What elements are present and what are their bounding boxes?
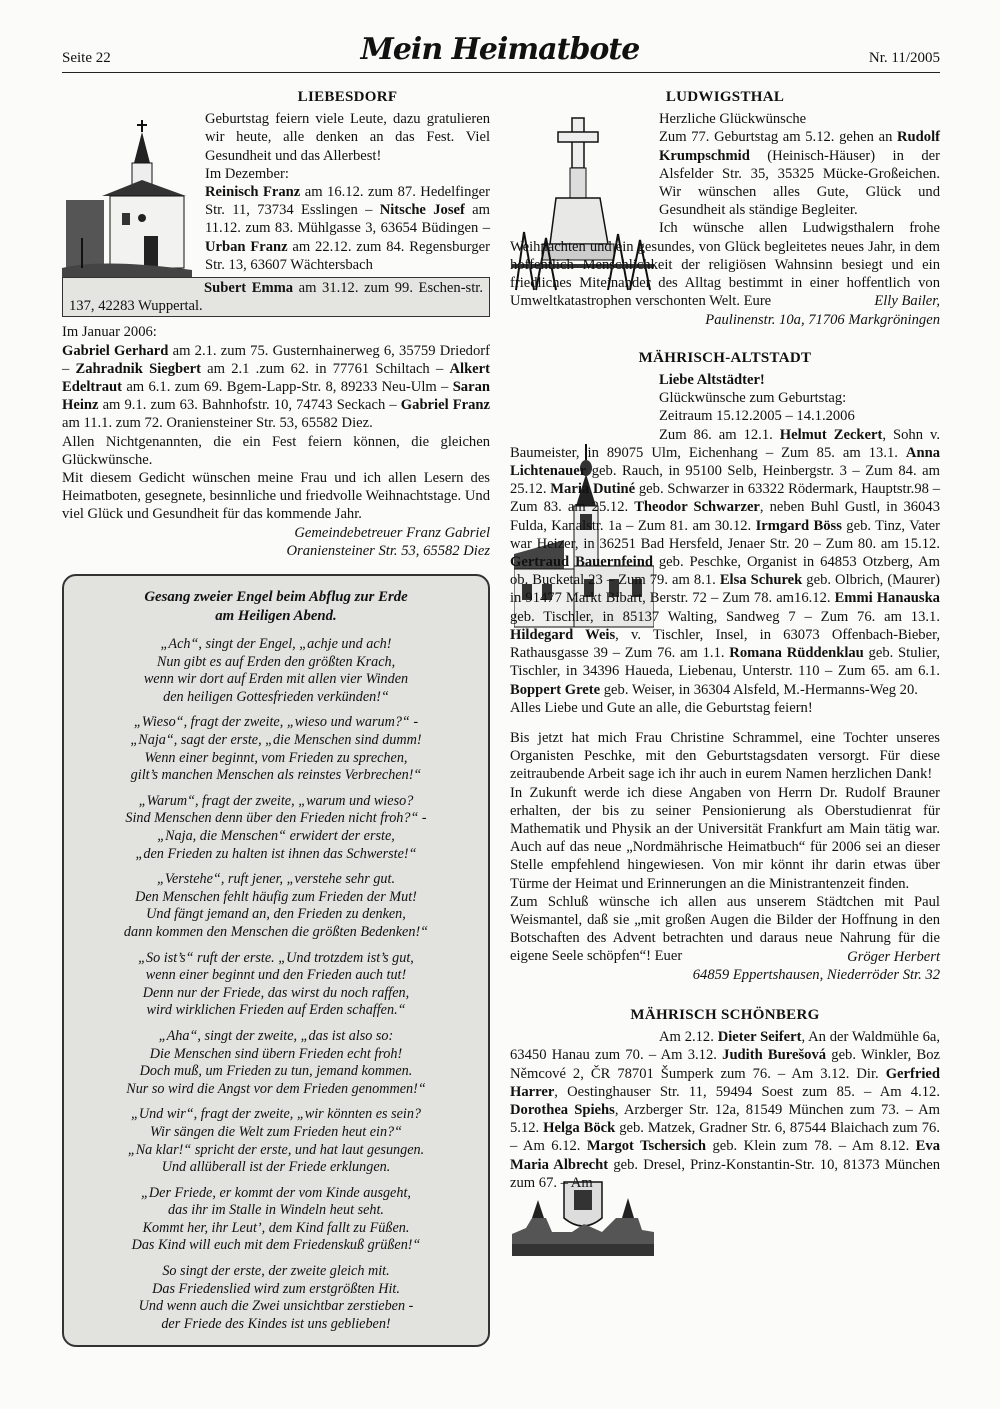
- birthday-name: Dieter Seifert: [717, 1029, 802, 1046]
- birthday-name: Gerfried Harrer: [510, 1065, 940, 1100]
- altstadt-paragraph-a: Bis jetzt hat mich Frau Christine Schrammel, eine Tochter unseres Organisten Peschke, mit den Geburtstagsdaten versorgt. Für diese zeitraubende Arbeit sage ich ihr auch in eurem Namen herzlichen Dank!: [510, 729, 940, 783]
- liebesdorf-closing-1: Allen Nichtgenannten, die ein Fest feiern können, die gleichen Glückwünsche.: [62, 433, 490, 468]
- birthday-name: Eva Maria Albrecht: [510, 1138, 940, 1173]
- section-title-ludwigsthal: LUDWIGSTHAL: [665, 89, 785, 105]
- altstadt-closing: Alles Liebe und Gute an alle, die Geburtstag feiern!: [510, 699, 813, 716]
- altstadt-period: Zeitraum 15.12.2005 – 14.1.2006: [659, 408, 855, 425]
- poem-title: Gesang zweier Engel beim Abflug zur Erde am Heiligen Abend.: [144, 589, 408, 625]
- birthday-name: Judith Burešová: [722, 1047, 827, 1064]
- section-title-liebesdorf: LIEBESDORF: [297, 89, 398, 105]
- birthday-name: Gabriel Franz: [400, 397, 490, 414]
- ludwigsthal-birthday: Zum 77. Geburtstag am 5.12. gehen an Rudolf Krumpschmid (Heinisch-Häuser) in der Alsfelder Str. 35, 35325 Mücke-Großeichen. Wir wünschen alles Gute, Glück und Gesundheit als ständige Begleiter.: [659, 129, 940, 219]
- liebesdorf-intro: Geburtstag feiern viele Leute, dazu gratulieren wir heute, alle denken an das Fest. Viel Gesundheit und das Allerbest!: [205, 111, 490, 164]
- liebesdorf-closing-2: Mit diesem Gedicht wünschen meine Frau und ich allen Lesern des Heimatboten, gesegnete, besinnliche und friedvolle Weihnachtstage. Und viel Glück und Gesundheit für das kommende Jahr.: [62, 470, 490, 523]
- issue-number: Nr. 11/2005: [868, 50, 940, 66]
- ludwigsthal-signature-name: Elly Bailer,: [874, 293, 940, 310]
- birthday-name: Zahradnik Siegbert: [75, 360, 201, 377]
- liebesdorf-december-list: [205, 183, 490, 274]
- poem-box: [62, 574, 490, 1347]
- poem-stanza: „Wieso“, fragt der zweite, „wieso und warum?“ - „Naja“, sagt der erste, „die Menschen sind dumm! Wenn einer beginnt, vom Frieden zu sprechen, gilt’s manchen Menschen als reinstes Verbrechen!“: [130, 714, 422, 784]
- birthday-details: am 9.1. zum 63. Bahnhofstr. 10, 74743 Seckach –: [98, 397, 401, 414]
- ludwigsthal-greeting: Ich wünsche allen Ludwigsthalern frohe Weihnachten und ein gesundes, von Glück begleitetes neues Jahr, in dem hoffentlich Menschlichkeit der religiösen Wahnsinn besiegt und ein friedliches Miteinander des Alltag bestimmt in einer hoffentlich von Umweltkatastrophen verschonten Welt. Eure: [510, 220, 940, 310]
- ludwigsthal-signature-address: Paulinenstr. 10a, 71706 Markgröningen: [705, 311, 940, 328]
- poem-stanza: „Warum“, fragt der zweite, „warum und wieso? Sind Menschen denn über den Frieden nicht froh?“ - „Naja, die Menschen“ erwidert der erste, „den Frieden zu halten ist ihnen das Schwerste!“: [125, 792, 427, 862]
- liebesdorf-signature-address: Oraniensteiner Str. 53, 65582 Diez: [286, 542, 490, 559]
- birthday-details: am 16.12. zum 87. Hedelfinger Str. 11, 73734 Esslingen –: [205, 184, 490, 219]
- birthday-name: Romana Rüddenklau: [729, 645, 864, 662]
- header-rule: [62, 72, 940, 73]
- birthday-name: Boppert Grete: [510, 681, 601, 698]
- birthday-name: Saran Heinz: [62, 379, 490, 414]
- birthday-name: Dorothea Spiehs: [510, 1101, 615, 1118]
- birthday-name: Theodor Schwarzer: [634, 499, 760, 516]
- poem-stanza: „So ist’s“ ruft der erste. „Und trotzdem ist’s gut, wenn einer beginnt und den Frieden auch tut! Denn nur der Friede, das wirst du noch raffen, wird wirklichen Frieden auf Erden schaffen.“: [138, 949, 414, 1019]
- poem-stanza: „Und wir“, fragt der zweite, „wir könnten es sein? Wir sängen die Welt zum Frieden heut ein?“ „Na klar!“ spricht der erste, und hat laut gesungen. Und allüberall ist der Friede erklungen.: [127, 1106, 425, 1176]
- birthday-name: Elsa Schurek: [719, 572, 803, 589]
- birthday-name: Margot Tschersich: [586, 1138, 707, 1155]
- birthday-name: Nitsche Josef: [379, 202, 465, 219]
- birthday-name: Rudolf Krumpschmid: [659, 129, 940, 164]
- birthday-name: Gabriel Gerhard: [62, 342, 169, 359]
- birthday-name: Irmgard Böss: [755, 517, 842, 534]
- birthday-name: Anna Lichtenauer: [510, 444, 940, 480]
- altstadt-greeting: Liebe Altstädter!: [659, 372, 765, 389]
- poem-stanza: „Der Friede, er kommt der vom Kinde ausgeht, das ihr im Stalle in Windeln heut seht. Kommt her, ihr Leut’, dem Kind fallt zu Füßen. Das Kind will euch mit dem Friedenskuß grüßen!“: [131, 1184, 421, 1254]
- schoenberg-birthday-list: Am 2.12. Dieter Seifert, An der Waldmühle 6a, 63450 Hanau zum 70. – Am 3.12. Judith Burešová geb. Winkler, Boz Němcové 2, ČR 78701 Šumperk zum 76. – Am 3.12. Dir. Gerfried Harrer, Oestinghauser Str. 11, 59494 Soest zum 85. – Am 4.12. Dorothea Spiehs, Arzberger Str. 12a, 81549 München zum 73. – Am 5.12. Helga Böck geb. Matzek, Gradner Str. 6, 87544 Blaichach zum 76. – Am 6.12. Margot Tschersich geb. Klein zum 78. – Am 8.12. Eva Maria Albrecht geb. Dresel, Prinz-Konstantin-Str. 10, 81373 München zum 67. – Am: [510, 1029, 941, 1191]
- birthday-name: Subert Emma: [204, 280, 294, 297]
- section-title-schoenberg: MÄHRISCH SCHÖNBERG: [630, 1006, 820, 1023]
- birthday-details: am 31.12. zum 99. Eschen-str. 137, 42283 Wuppertal.: [69, 280, 483, 315]
- poem-stanza: „Aha“, singt der zweite, „das ist also so: Die Menschen sind übern Frieden echt froh! Doch muß, um Frieden zu tun, jemand kommen. Nur so wird die Angst vor dem Frieden genommen!“: [126, 1027, 426, 1097]
- birthday-name: Alkert Edeltraut: [62, 360, 490, 396]
- birthday-details: am 6.1. zum 69. Bgem-Lapp-Str. 8, 89233 Neu-Ulm –: [122, 379, 453, 396]
- ludwigsthal-heading: Herzliche Glückwünsche: [659, 111, 807, 128]
- liebesdorf-signature-name: Gemeindebetreuer Franz Gabriel: [294, 524, 490, 541]
- liebesdorf-january-label: Im Januar 2006:: [62, 324, 157, 341]
- section-title-altstadt: MÄHRISCH-ALTSTADT: [638, 349, 812, 366]
- birthday-name: Emmi Hanauska: [834, 590, 940, 607]
- highlighted-birthday-box: [62, 277, 490, 317]
- masthead-logo: Mein Heimatbote: [360, 32, 640, 67]
- birthday-name: Helga Böck: [543, 1120, 616, 1137]
- birthday-name: Maria Dutiné: [550, 481, 636, 498]
- birthday-name: Helmut Zeckert: [779, 426, 883, 443]
- birthday-details: am 2.1 .zum 62. in 77761 Schiltach –: [200, 360, 450, 377]
- altstadt-line-1: Glückwünsche zum Geburtstag:: [659, 390, 847, 407]
- poem-stanza: „Ach“, singt der Engel, „achje und ach! Nun gibt es auf Erden den größten Krach, wenn wir dort auf Erden mit allen vier Winden den heiligen Gottesfrieden verkünden!“: [143, 636, 409, 705]
- poem-stanza: „Verstehe“, ruft jener, „verstehe sehr gut. Den Menschen fehlt häufig zum Frieden der Mut! Und fängt jemand an, den Frieden zu denken, dann kommen den Menschen die größten Bedenken!“: [123, 871, 429, 940]
- altstadt-paragraph-c: Zum Schluß wünsche ich allen aus unserem Städtchen mit Paul Weismantel, daß sie „mit großen Augen die Bilder der Hoffnung in den Botschaften des Advent betrachten und daraus neue Nahrung für die eigene Seele schöpfen“! Euer: [510, 893, 940, 965]
- birthday-name: Hildegard Weis: [510, 626, 616, 643]
- birthday-name: Urban Franz: [205, 238, 288, 255]
- birthday-name: Reinisch Franz: [205, 184, 301, 201]
- page-number: Seite 22: [62, 50, 111, 66]
- altstadt-birthday-list: Zum 86. am 12.1. Helmut Zeckert, Sohn v. Baumeister, in 89075 Ulm, Eichenhang – Zum 85. am 13.1. Anna Lichtenauer geb. Rauch, in 95100 Selb, Heinbergstr. 3 – Zum 84. am 25.12. Maria Dutiné geb. Schwarzer in 63322 Rödermark, Hauptstr.98 – Zum 83. am 25.12. Theodor Schwarzer, neben Buhl Gustl, in 36043 Fulda, Kanalstr. 1a – Zum 81. am 30.12. Irmgard Böss geb. Tinz, Vater war Heizer, in 36251 Bad Hersfeld, Jenaer Str. 20 – Zum 80. am 15.12. Gertraud Bauernfeind geb. Peschke, Organist in 64853 Otzberg, Am ob. Bucketal 23 – Zum 79. am 8.1. Elsa Schurek geb. Olbrich, (Maurer) in 91477 Markt Bibart, Berstr. 72 – Zum 78. am16.12. Emmi Hanauska geb. Tischler, in 85137 Walting, Sandweg 7 – Zum 76. am 13.1. Hildegard Weis, v. Tischler, Insel, in 63073 Offenbach-Bieber, Rathausgasse 39 – Zum 76. am 1.1. Romana Rüddenklau geb. Stulier, Tischler, in 34396 Haueda, Liebenau, Unterstr. 110 – Zum 65. am 6.1. Boppert Grete geb. Weiser, in 36304 Alsfeld, M.-Hermanns-Weg 20.: [510, 426, 941, 698]
- altstadt-signature-name: Gröger Herbert: [847, 948, 940, 965]
- altstadt-signature-address: 64859 Eppertshausen, Niederröder Str. 32: [692, 966, 940, 983]
- birthday-details: am 11.1. zum 72. Oraniensteiner Str. 53, 65582 Diez.: [62, 415, 373, 432]
- poem-stanza: So singt der erste, der zweite gleich mit. Das Friedenslied wird zum erstgrößten Hit. Und wenn auch die Zwei unsichtbar zerstieben - der Friede des Kindes ist uns geblieben!: [138, 1263, 414, 1332]
- right-column: [510, 88, 940, 1192]
- liebesdorf-january-list: [62, 342, 490, 433]
- birthday-name: Gertraud Bauernfeind: [510, 554, 653, 571]
- liebesdorf-month-dec: Im Dezember:: [205, 165, 289, 182]
- left-column: [62, 88, 490, 1347]
- birthday-details: am 22.12. zum 84. Regensburger Str. 13, 63607 Wächtersbach: [205, 238, 490, 273]
- birthday-details: am 11.12. zum 83. Mühlgasse 3, 63654 Büdingen –: [205, 202, 490, 237]
- birthday-details: am 2.1. zum 75. Gusternhainerweg 6, 35759 Driedorf –: [62, 342, 491, 377]
- altstadt-paragraph-b: In Zukunft werde ich diese Angaben von Herrn Dr. Rudolf Brauner erhalten, der bis zu seiner Pensionierung als Oberstudienrat für Mathematik und Physik an der Universität Frankfurt am Main tätig war. Auch auf das neue „Nordmährische Heimatbuch“ für 2006 sei an dieser Stelle empfehlend hingewiesen. Von mir könnt ihr darin etwas über Türme der Heimat und Erinnerungen an die Ministrantenzeit finden.: [510, 784, 940, 892]
